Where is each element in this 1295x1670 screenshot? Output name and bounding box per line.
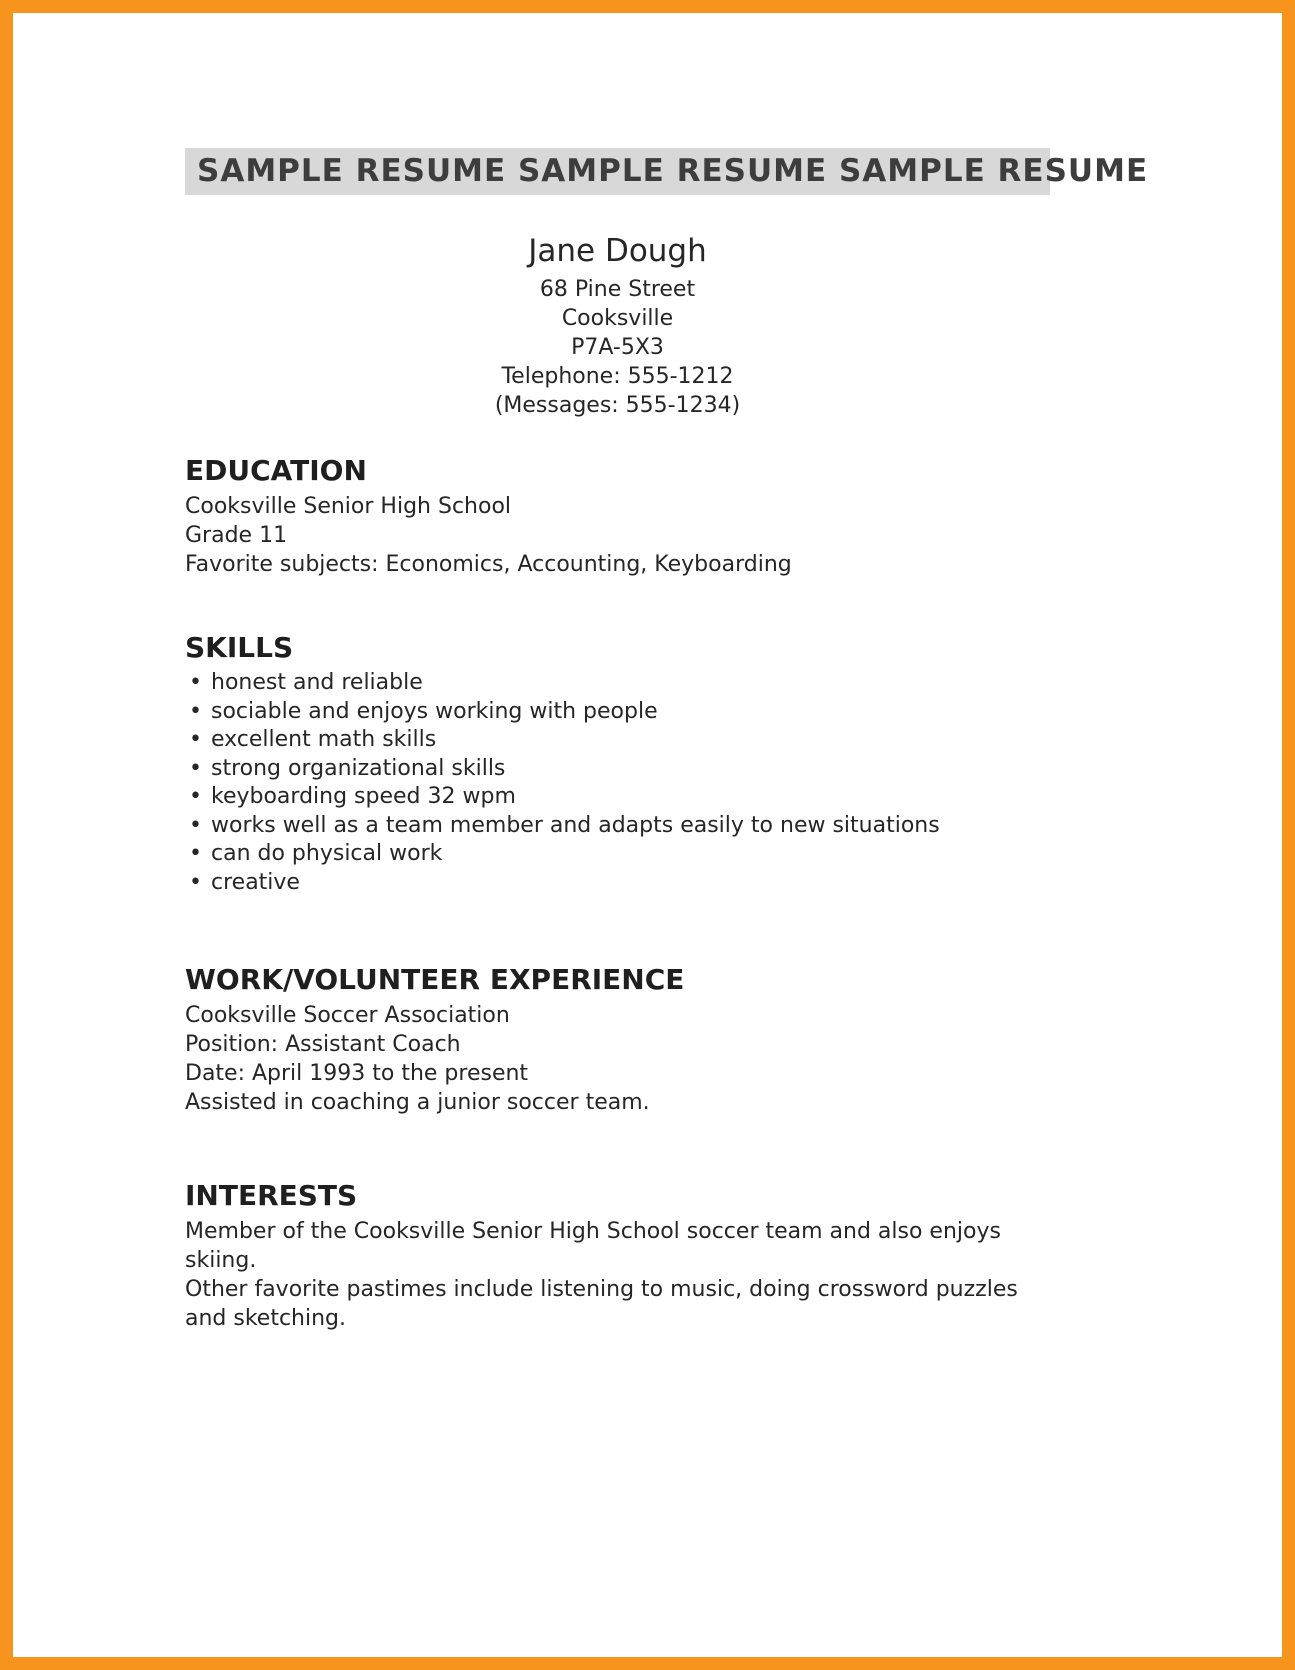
work-line: Assisted in coaching a junior soccer team.	[185, 1090, 650, 1115]
resume-content	[185, 231, 1050, 1333]
document-page	[13, 13, 1282, 1333]
education-line: Cooksville Senior High School	[185, 494, 512, 519]
skills-item: • works well as a team member and adapts easily to new situations	[185, 812, 1050, 841]
skills-item: • honest and reliable	[185, 669, 1050, 698]
interests-paragraph: Other favorite pastimes include listening to music, doing crossword puzzles and sketching.	[185, 1277, 1018, 1331]
skills-item: • excellent math skills	[185, 726, 1050, 755]
contact-postal-code: P7A-5X3	[571, 335, 664, 360]
sample-resume-banner: SAMPLE RESUME SAMPLE RESUME SAMPLE RESUME	[185, 148, 1050, 195]
skills-list	[185, 669, 1050, 897]
skills-heading: SKILLS	[185, 631, 294, 664]
contact-name: Jane Dough	[528, 233, 707, 269]
education-line: Grade 11	[185, 523, 288, 548]
work-line: Cooksville Soccer Association	[185, 1003, 510, 1028]
skills-item: • strong organizational skills	[185, 755, 1050, 784]
education-line: Favorite subjects: Economics, Accounting, Keyboarding	[185, 552, 792, 577]
skills-item: • creative	[185, 869, 1050, 898]
contact-telephone: Telephone: 555-1212	[501, 364, 734, 389]
work-heading: WORK/VOLUNTEER EXPERIENCE	[185, 963, 685, 996]
contact-messages: (Messages: 555-1234)	[494, 393, 741, 418]
section-work-volunteer-experience	[185, 963, 1050, 1117]
education-heading: EDUCATION	[185, 454, 367, 487]
section-skills	[185, 631, 1050, 897]
skills-item: • sociable and enjoys working with people	[185, 698, 1050, 727]
contact-address-line2: Cooksville	[561, 306, 674, 331]
contact-address-line1: 68 Pine Street	[539, 277, 696, 302]
work-line: Position: Assistant Coach	[185, 1032, 461, 1057]
work-line: Date: April 1993 to the present	[185, 1061, 529, 1086]
skills-item: • keyboarding speed 32 wpm	[185, 783, 1050, 812]
section-interests	[185, 1179, 1050, 1333]
interests-paragraph: Member of the Cooksville Senior High School soccer team and also enjoys skiing.	[185, 1219, 1001, 1273]
contact-block	[185, 231, 1050, 420]
section-education	[185, 454, 1050, 579]
skills-item: • can do physical work	[185, 840, 1050, 869]
interests-heading: INTERESTS	[185, 1179, 358, 1212]
